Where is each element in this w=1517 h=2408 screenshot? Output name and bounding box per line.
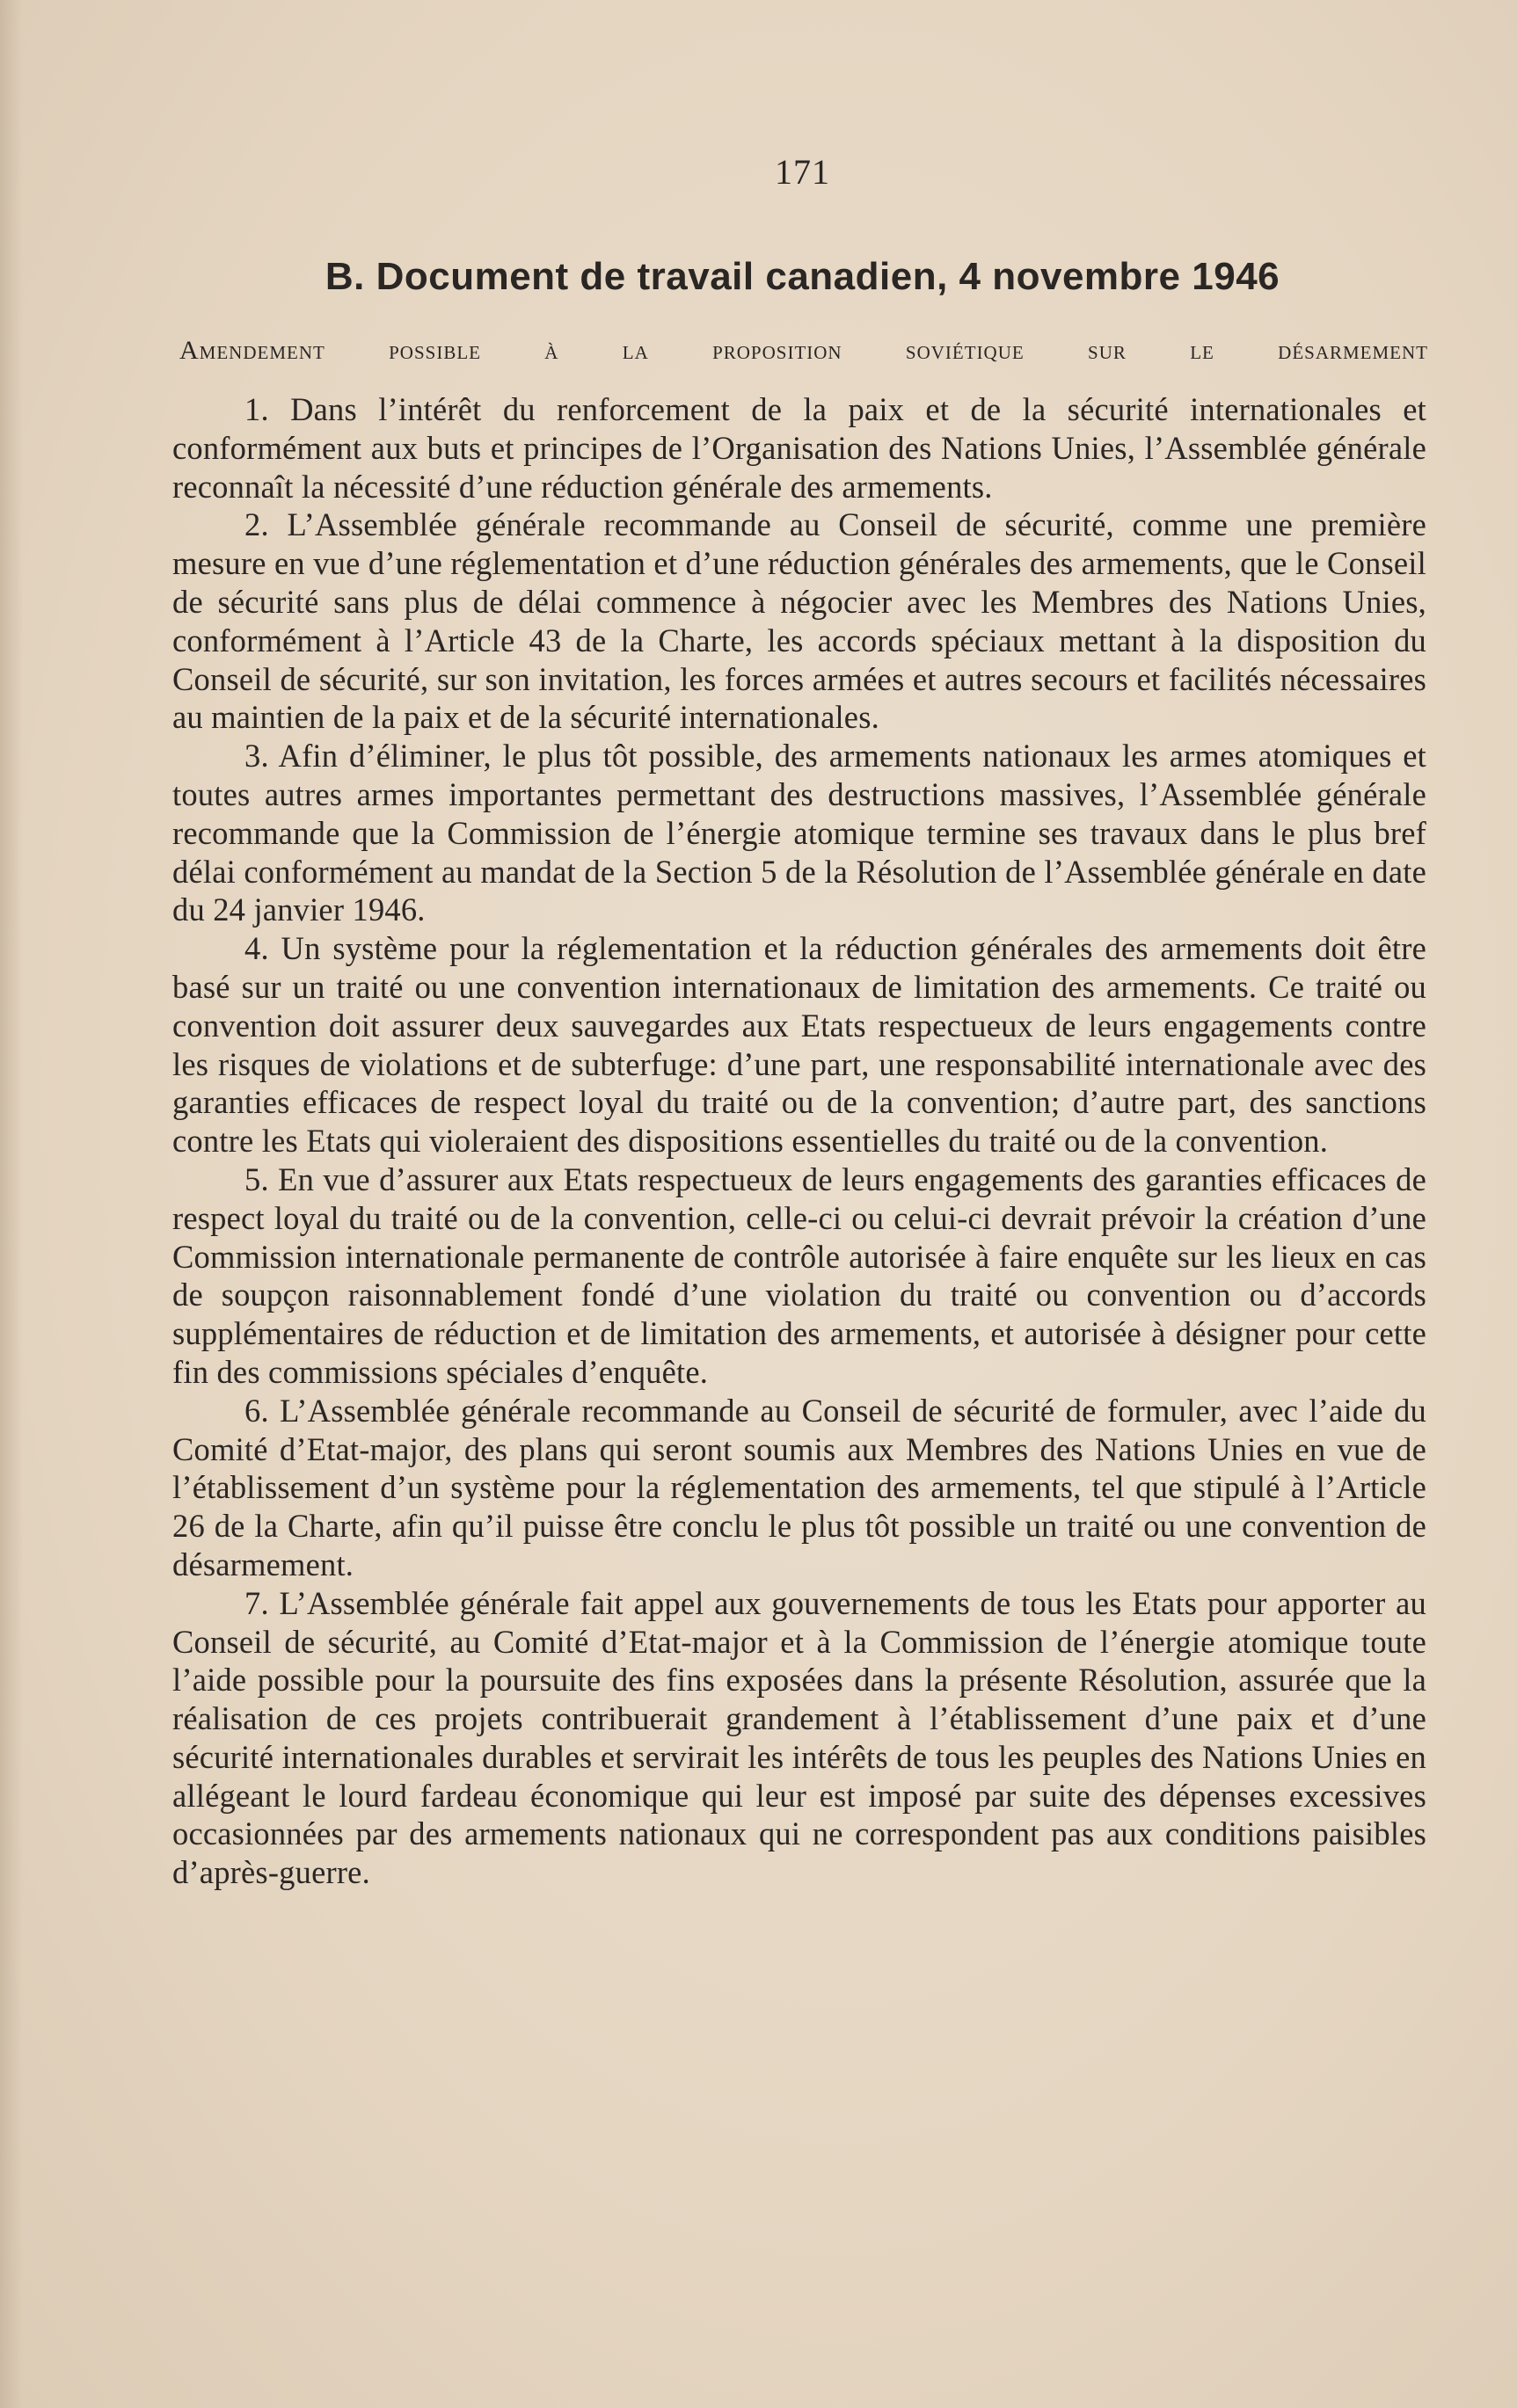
paragraph-3: 3. Afin d’éliminer, le plus tôt possible, des armements nationaux les armes atomiques et toutes autres armes importantes permettant des destructions massives, l’Assemblée générale recommande que la Commission de l’énergie atomique termine ses travaux dans le plus bref délai conformément au mandat de la Section 5 de la Résolution de l’Assemblée générale en date du 24 janvier 1946.: [172, 738, 1426, 928]
document-body: [172, 390, 1426, 1892]
page-edge-shadow: [0, 0, 23, 2408]
paragraph-7: 7. L’Assemblée générale fait appel aux gouvernements de tous les Etats pour apporter au Conseil de sécurité, au Comité d’Etat-major et à la Commission de l’énergie atomique toute l’aide possible pour la poursuite des fins exposées dans la présente Résolution, assurée que la réalisation de ces projets contribuerait grandement à l’établissement d’une paix et d’une sécurité internationales durables et servirait les intérêts de tous les peuples des Nations Unies en allégeant le lourd fardeau économique qui leur est imposé par suite des dépenses excessives occasionnées par des armements nationaux qui ne correspondent pas aux conditions paisibles d’après-guerre.: [172, 1584, 1426, 1891]
document-subtitle: Amendement possible à la proposition soviétique sur le désarmement: [179, 336, 1428, 365]
paragraph-2: 2. L’Assemblée générale recommande au Conseil de sécurité, comme une première mesure en vue d’une réglementation et d’une réduction générales des armements, que le Conseil de sécurité sans plus de délai commence à négocier avec les Membres des Nations Unies, conformément à l’Article 43 de la Charte, les accords spéciaux mettant à la disposition du Conseil de sécurité, sur son invitation, les forces armées et autres secours et facilités nécessaires au maintien de la paix et de la sécurité internationales.: [172, 506, 1426, 736]
paragraph-4: 4. Un système pour la réglementation et la réduction générales des armements doit être basé sur un traité ou une convention internationaux de limitation des armements. Ce traité ou convention doit assurer deux sauvegardes aux Etats respectueux de leurs engagements contre les risques de violations et de subterfuge: d’une part, une responsabilité internationale avec des garanties efficaces de respect loyal du traité ou de la convention; d’autre part, des sanctions contre les Etats qui violeraient des dispositions essentielles du traité ou de la convention.: [172, 930, 1426, 1160]
document-title: B. Document de travail canadien, 4 novembre 1946: [325, 255, 1280, 298]
paragraph-1: 1. Dans l’intérêt du renforcement de la paix et de la sécurité internationales et conformément aux buts et principes de l’Organisation des Nations Unies, l’Assemblée générale reconnaît la nécessité d’une réduction générale des armements.: [172, 391, 1426, 505]
paragraph-5: 5. En vue d’assurer aux Etats respectueux de leurs engagements des garanties efficaces de respect loyal du traité ou de la convention, celle-ci ou celui-ci devrait prévoir la création d’une Commission internationale permanente de contrôle autorisée à faire enquête sur les lieux en cas de soupçon raisonnablement fondé d’une violation du traité ou convention ou d’accords supplémentaires de réduction et de limitation des armements, et autorisée à désigner pour cette fin des commissions spéciales d’enquête.: [172, 1160, 1426, 1390]
page-number: 171: [775, 152, 830, 192]
paragraph-6: 6. L’Assemblée générale recommande au Conseil de sécurité de formuler, avec l’aide du Comité d’Etat-major, des plans qui seront soumis aux Membres des Nations Unies en vue de l’établissement d’un système pour la réglementation des armements, tel que stipulé à l’Article 26 de la Charte, afin qu’il puisse être conclu le plus tôt possible un traité ou une convention de désarmement.: [172, 1392, 1426, 1582]
